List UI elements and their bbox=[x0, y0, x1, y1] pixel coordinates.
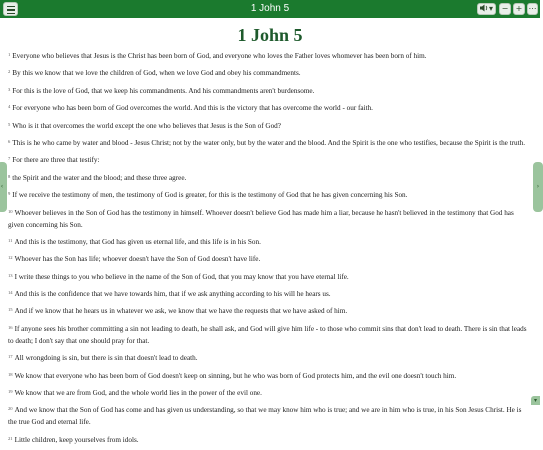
previous-chapter-button[interactable]: ‹ bbox=[0, 162, 7, 212]
next-chapter-button[interactable]: › bbox=[533, 162, 543, 212]
verse-12[interactable] bbox=[8, 252, 530, 265]
top-bar bbox=[0, 0, 540, 18]
verse-text: If anyone sees his brother committing a sin not leading to death, he shall ask, and God will give him life - to those who commit sins that don't lead to death. There is sin that leads to death; I don't say that one should pray for that. bbox=[8, 324, 527, 345]
verse-text: And this is the confidence that we have towards him, that if we ask anything according to his will he hears us. bbox=[14, 290, 331, 299]
verse-6[interactable] bbox=[8, 136, 530, 149]
verse-number: 3 bbox=[8, 86, 11, 92]
verse-text: And if we know that he hears us in whatever we ask, we know that we have the requests that we have asked of him. bbox=[14, 307, 348, 316]
verse-text: For this is the love of God, that we keep his commandments. And his commandments aren't burdensome. bbox=[12, 86, 315, 95]
verse-number: 20 bbox=[8, 406, 13, 412]
audio-button[interactable] bbox=[477, 3, 496, 15]
verse-text: We know that everyone who has been born of God doesn't keep on sinning, but he who was born of God protects him, and the evil one doesn't touch him. bbox=[14, 371, 457, 380]
font-increase-button[interactable]: + bbox=[513, 3, 525, 15]
verse-5[interactable] bbox=[8, 119, 530, 132]
verse-number: 18 bbox=[8, 371, 13, 377]
verse-number: 7 bbox=[8, 156, 11, 162]
verse-number: 16 bbox=[8, 324, 13, 330]
verse-number: 10 bbox=[8, 208, 13, 214]
verse-text: All wrongdoing is sin, but there is sin that doesn't lead to death. bbox=[14, 354, 198, 363]
verse-number: 21 bbox=[8, 435, 13, 441]
verse-number: 1 bbox=[8, 52, 11, 57]
verse-11[interactable] bbox=[8, 235, 530, 248]
verse-text: Everyone who believes that Jesus is the Christ has been born of God, and everyone who loves the Father loves whomever has been born of him. bbox=[12, 52, 427, 60]
verse-19[interactable] bbox=[8, 386, 530, 399]
verse-number: 5 bbox=[8, 121, 11, 127]
verse-number: 13 bbox=[8, 272, 13, 278]
verse-20[interactable] bbox=[8, 403, 530, 428]
verse-8[interactable] bbox=[8, 171, 530, 184]
font-decrease-button[interactable]: − bbox=[499, 3, 511, 15]
verse-9[interactable] bbox=[8, 188, 530, 201]
verse-number: 6 bbox=[8, 138, 11, 144]
verse-15[interactable] bbox=[8, 304, 530, 317]
chapter-heading: 1 John 5 bbox=[237, 25, 303, 45]
verse-text: By this we know that we love the children of God, when we love God and obey his commandments. bbox=[12, 69, 301, 78]
speaker-icon bbox=[480, 4, 489, 12]
verse-text: For there are three that testify: bbox=[12, 156, 100, 165]
settings-button[interactable]: ⋯ bbox=[528, 4, 537, 13]
verse-13[interactable] bbox=[8, 270, 530, 283]
verse-text: For everyone who has been born of God overcomes the world. And this is the victory that has overcome the world - our faith. bbox=[12, 104, 373, 113]
verse-number: 9 bbox=[8, 191, 11, 197]
verse-number: 15 bbox=[8, 307, 13, 313]
verse-list bbox=[8, 49, 530, 450]
verse-number: 17 bbox=[8, 354, 13, 360]
verse-2[interactable] bbox=[8, 66, 530, 79]
verse-number: 14 bbox=[8, 290, 13, 296]
verse-number: 4 bbox=[8, 104, 11, 110]
verse-number: 12 bbox=[8, 255, 13, 261]
verse-number: 19 bbox=[8, 389, 13, 395]
verse-text: Little children, keep yourselves from idols. bbox=[14, 435, 139, 444]
verse-21[interactable] bbox=[8, 433, 530, 446]
verse-text: This is he who came by water and blood - Jesus Christ; not by the water only, but by the water and the blood. And the Spirit is the one who testifies, because the Spirit is the truth. bbox=[12, 138, 526, 147]
verse-text: And this is the testimony, that God has given us eternal life, and this life is in his Son. bbox=[14, 237, 261, 246]
verse-7[interactable] bbox=[8, 153, 530, 166]
verse-text: Who is it that overcomes the world except the one who believes that Jesus is the Son of God? bbox=[12, 121, 281, 130]
verse-text: Whoever believes in the Son of God has the testimony in himself. Whoever doesn't believe God has made him a liar, because he hasn't believed in the testimony that God has given concerning his Son. bbox=[8, 208, 514, 229]
scroll-down-button[interactable]: ▾ bbox=[531, 396, 540, 405]
verse-16[interactable] bbox=[8, 322, 530, 347]
verse-text: If we receive the testimony of men, the testimony of God is greater, for this is the testimony of God that he has given concerning his Son. bbox=[12, 191, 408, 200]
verse-14[interactable] bbox=[8, 287, 530, 300]
verse-text: I write these things to you who believe in the name of the Son of God, that you may know that you have eternal life. bbox=[14, 272, 349, 281]
verse-text: We know that we are from God, and the whole world lies in the power of the evil one. bbox=[14, 389, 262, 398]
verse-number: 2 bbox=[8, 69, 11, 75]
verse-text: Whoever has the Son has life; whoever doesn't have the Son of God doesn't have life. bbox=[14, 255, 261, 264]
verse-text: the Spirit and the water and the blood; and these three agree. bbox=[12, 173, 187, 182]
verse-17[interactable] bbox=[8, 351, 530, 364]
verse-number: 8 bbox=[8, 173, 11, 179]
verse-10[interactable] bbox=[8, 206, 530, 231]
verse-1[interactable] bbox=[8, 49, 530, 62]
verse-text: And we know that the Son of God has come and has given us understanding, so that we may know him who is true; and we are in him who is true, in his Son Jesus Christ. He is the true God and eternal life. bbox=[8, 406, 522, 427]
verse-18[interactable] bbox=[8, 369, 530, 382]
verse-3[interactable] bbox=[8, 84, 530, 97]
verse-number: 11 bbox=[8, 237, 13, 243]
verse-4[interactable] bbox=[8, 101, 530, 114]
window-title: 1 John 5 bbox=[250, 3, 290, 14]
audio-dropdown-icon: ▾ bbox=[488, 4, 493, 13]
